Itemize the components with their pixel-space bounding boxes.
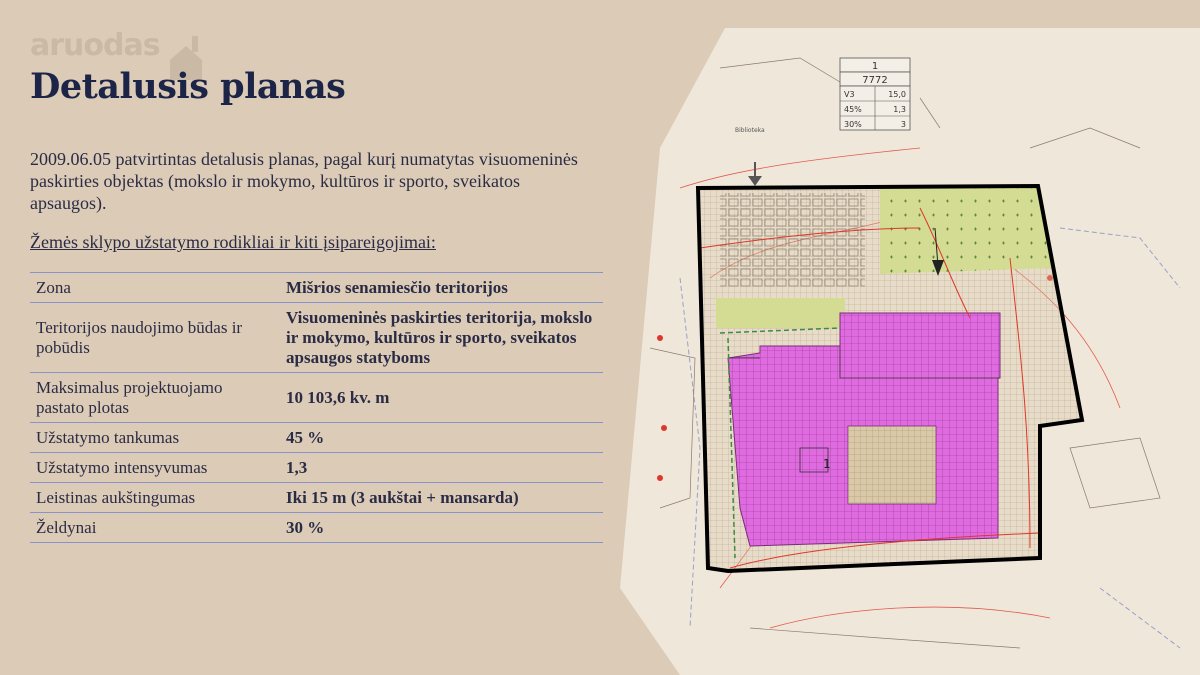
legend-number: 1 — [871, 61, 879, 72]
legend-cell: 45% — [844, 105, 862, 114]
plan-legend-box — [840, 58, 910, 130]
row-value: 45 % — [280, 423, 603, 453]
row-label: Užstatymo intensyvumas — [30, 453, 280, 483]
legend-cell: 15,0 — [888, 90, 906, 99]
row-value: 1,3 — [280, 453, 603, 483]
row-value: Iki 15 m (3 aukštai + mansarda) — [280, 483, 603, 513]
row-value: 30 % — [280, 513, 603, 543]
row-label: Zona — [30, 273, 280, 303]
table-row — [30, 453, 603, 483]
page-title: Detalusis planas — [30, 66, 346, 107]
legend-cell: 30% — [844, 120, 862, 129]
row-label: Maksimalus projektuojamo pastato plotas — [30, 373, 280, 423]
aruodas-watermark: aruodas — [30, 28, 160, 63]
detailed-plan-map — [620, 28, 1200, 675]
indicators-subheading: Žemės sklypo užstatymo rodikliai ir kiti įsipareigojimai: — [30, 232, 436, 252]
library-label: Biblioteka — [735, 127, 765, 134]
intro-paragraph: 2009.06.05 patvirtintas detalusis planas, pagal kurį numatytas visuomeninės paskirties objektas (mokslo ir mokymo, kultūros ir sporto, sveikatos apsaugos). — [30, 149, 578, 213]
legend-code: 7772 — [862, 75, 888, 86]
legend-cell: V3 — [844, 90, 855, 99]
table-row — [30, 273, 603, 303]
legend-cell: 3 — [900, 120, 906, 129]
row-value: Mišrios senamiesčio teritorijos — [280, 273, 603, 303]
row-value: Visuomeninės paskirties teritorija, mokslo ir mokymo, kultūros ir sporto, sveikatos apsaugos statyboms — [280, 303, 603, 373]
table-row — [30, 513, 603, 543]
table-row — [30, 373, 603, 423]
table-row — [30, 303, 603, 373]
legend-cell: 1,3 — [893, 105, 906, 114]
table-row — [30, 483, 603, 513]
row-label: Užstatymo tankumas — [30, 423, 280, 453]
indicators-table — [30, 272, 603, 543]
row-value: 10 103,6 kv. m — [280, 373, 603, 423]
table-row — [30, 423, 603, 453]
building-number-label: 1 — [823, 457, 831, 471]
row-label: Leistinas aukštingumas — [30, 483, 280, 513]
row-label: Želdynai — [30, 513, 280, 543]
row-label: Teritorijos naudojimo būdas ir pobūdis — [30, 303, 280, 373]
